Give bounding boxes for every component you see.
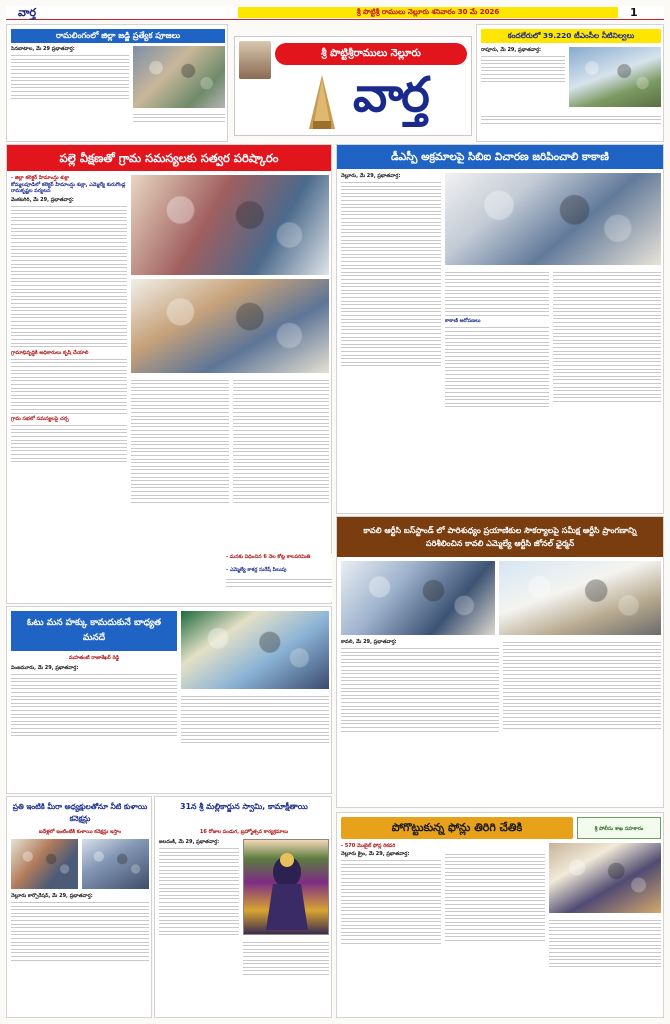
story-b-col-2 xyxy=(445,269,549,511)
story-a xyxy=(6,144,332,604)
story-e-photo-1 xyxy=(11,839,78,889)
story-e-headline: ప్రతి ఇంటికి మీరా అధ్యక్షులతోనూ నీటి కుళాయి కనెక్షన్లు xyxy=(12,802,148,823)
story-g-col-1 xyxy=(341,851,441,1015)
story-g-headline: పోగొట్టుకున్న ఫోన్లు తిరిగి చేతికి xyxy=(341,817,573,839)
top-right-story xyxy=(476,24,664,142)
top-right-dateline: రాపూరు, మే 29, ప్రభాతవార్త: xyxy=(481,47,542,53)
story-f-col-2 xyxy=(243,939,329,1015)
story-c-col-2 xyxy=(503,639,661,805)
story-g-photo xyxy=(549,843,661,913)
story-d-kicker: మహతంటి రాజాశేఖర్ రెడ్డి xyxy=(68,655,120,661)
story-a-dateline: వెంకటగిరి, మే 29, ప్రభాతవార్త: xyxy=(11,197,74,203)
story-c-photo-1 xyxy=(341,561,495,635)
story-g-badge: శ్రీ పోలీసు శాఖ సహకారం xyxy=(577,817,661,839)
story-d-dateline: వింజమూరు, మే 29, ప్రభాతవార్త: xyxy=(11,665,79,671)
page-number: 1 xyxy=(630,6,638,19)
top-right-body xyxy=(481,47,565,113)
top-left-headline: రామలింగంలో జిల్లా జడ్జి ప్రత్యేక పూజలు xyxy=(11,29,225,43)
story-g-kicker: - 570 మొబైల్ ఫోన్ల రికవరి xyxy=(341,843,396,849)
masthead-brand[interactable]: వార్త xyxy=(353,67,428,123)
editor-portrait xyxy=(239,41,271,79)
story-e-photo-2 xyxy=(82,839,149,889)
story-b-col-1 xyxy=(341,173,441,511)
edition-banner: శ్రీ పొట్టిశ్రీ రాములు నెల్లూరు శనివారం 30 మే 2026 xyxy=(238,7,618,18)
story-d-headline: ఓటు మన హక్కు కామదుకునే బాధ్యత మనదే xyxy=(11,611,177,651)
story-b xyxy=(336,144,664,514)
temple-tower-icon xyxy=(305,73,339,131)
top-left-story xyxy=(6,24,228,142)
story-c-photo-2 xyxy=(499,561,661,635)
masthead xyxy=(234,36,472,136)
story-e xyxy=(6,796,152,1018)
story-e-body xyxy=(11,893,149,1015)
top-right-headline: కందలేరులో 39.220 టీఎంసీల నీటినిల్వలు xyxy=(481,29,661,43)
top-right-body-2 xyxy=(481,113,661,141)
top-left-dateline: సెనబాటాల, మే 29 ప్రభాతవార్త: xyxy=(11,46,75,52)
story-d2 xyxy=(226,554,332,602)
story-d2-body xyxy=(226,576,332,602)
top-left-body-2 xyxy=(133,111,225,139)
story-c xyxy=(336,516,664,808)
story-e-dateline: నెల్లూరు కార్పొరేషన్, మే 29, ప్రభాతవార్త: xyxy=(11,893,93,899)
story-f-dateline: జలదంకి, మే 29, ప్రభాతవార్త: xyxy=(159,839,220,845)
story-f-col-1 xyxy=(159,839,239,1015)
story-c-dateline: కావలి, మే 29, ప్రభాతవార్త: xyxy=(341,639,397,645)
story-b-photo xyxy=(445,173,661,265)
story-a-inline-head: గ్రామాభివృద్ధికి అధికారులు కృషి చేయాలి xyxy=(11,349,89,356)
story-d xyxy=(6,606,332,794)
story-g-col-3 xyxy=(549,917,661,1015)
story-c-headline: కావలి ఆర్టీసి బస్‌స్టాండ్ లో పారిశుధ్యం ప్రయాణికుల సౌకర్యాలపై సమీక్ష ఆర్టీసి ప్రాంగణాన్ని పరిశీలించిన కావలి ఎమ్మెల్యే ఆర్టీసి జోనల్ ఛైర్మన్ xyxy=(337,517,663,557)
story-a-col-1 xyxy=(11,197,127,601)
story-a-sub: కోమ్మలపూడిలో కలెక్టర్ హిమాంన్షు శుక్లా, ఎమ్మెల్యే కురుగొండ్ల రామకృష్ణల పర్యటన xyxy=(11,182,126,194)
masthead-city-pill: శ్రీ పొట్టిశ్రీరాములు నెల్లూరు xyxy=(275,43,467,65)
story-b-headline: డీఎస్పీ అక్రమాలపై సిబిఐ విచారణ జరిపించాలి కాకాణి xyxy=(337,145,663,169)
story-a-photo-2 xyxy=(131,279,329,373)
story-a-headline: పల్లె వీక్షణతో గ్రామ సమస్యలకు సత్వర పరిష్కారం xyxy=(7,145,331,171)
story-g-col-2 xyxy=(445,851,545,1015)
story-g-dateline: నెల్లూరు క్రైం, మే 29, ప్రభాతవార్త: xyxy=(341,851,410,857)
story-c-col-1 xyxy=(341,639,499,805)
story-a-photo-1 xyxy=(131,175,329,275)
story-a-inline-head-2: గ్రామ సభలో సమస్యలపై చర్చ xyxy=(11,416,69,423)
story-d-photo xyxy=(181,611,329,689)
story-a-col-2 xyxy=(131,377,229,601)
deity-image xyxy=(243,839,329,935)
story-b-inline-head: కాకాణి ఆరోపణలు xyxy=(445,318,481,325)
story-d2-head: - మనకు విధించిన 6 నెల కోట్ల కాలపరిమితి xyxy=(226,554,311,560)
story-g xyxy=(336,812,664,1018)
story-b-col-3 xyxy=(553,269,661,511)
story-d-col-2 xyxy=(181,693,329,791)
top-right-photo xyxy=(569,47,661,107)
story-e-sub: ఐదేళ్లలో ఇంటింటికి కుళాయి కనెక్షన్లు ఇస్తాం xyxy=(38,829,122,835)
story-d2-head-2: - ఎమ్మెల్యే కాకర్ల సురేష్ పిలుపు xyxy=(226,567,287,573)
masthead-logo[interactable]: వార్త xyxy=(18,6,37,19)
story-d-col-1 xyxy=(11,665,177,791)
story-f-sub: 16 రోజుల పండుగ, బ్రహ్మోత్సవ కార్యక్రమాలు xyxy=(199,829,289,835)
story-a-kicker: - జిల్లా కలెక్టర్ హిమాంన్షు శుక్లా xyxy=(11,175,70,181)
story-f xyxy=(154,796,332,1018)
top-left-photo xyxy=(133,46,225,108)
top-left-body xyxy=(11,46,129,140)
story-f-headline: 31న శ్రీ మల్లికార్జున స్వామి, కామాక్షీతాయి xyxy=(180,802,308,811)
story-b-dateline: నెల్లూరు, మే 29, ప్రభాతవార్త: xyxy=(341,173,401,179)
